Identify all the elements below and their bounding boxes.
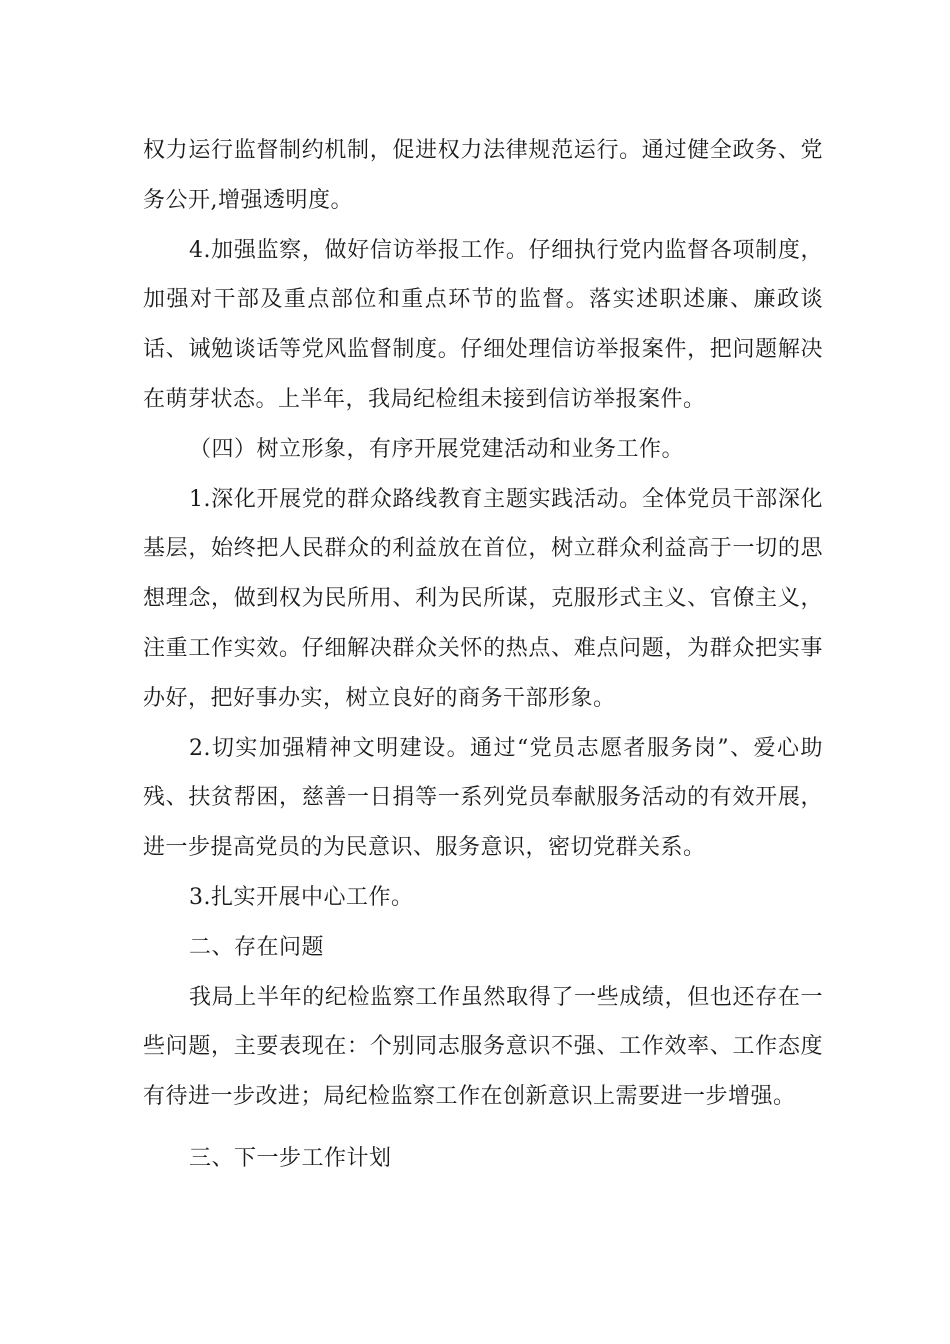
section-heading-problems: 二、存在问题 xyxy=(189,934,325,960)
paragraph-item-3: 3.扎实开展中心工作。 xyxy=(189,884,414,910)
section-heading-next-plan: 三、下一步工作计划 xyxy=(189,1145,392,1171)
paragraph-item-1: 1.深化开展党的群众路线教育主题实践活动。全体党员干部深化基层，始终把人民群众的利益放在首位，树立群众利益高于一切的思想理念，做到权为民所用、利为民所谋，克服形式主义、官僚主义，注重工作实效。仔细解决群众关怀的热点、难点问题，为群众把实事办好，把好事办实，树立良好的商务干部形象。 xyxy=(143,486,823,711)
document-body xyxy=(143,126,823,1184)
paragraph-item-4: 4.加强监察，做好信访举报工作。仔细执行党内监督各项制度，加强对干部及重点部位和重点环节的监督。落实述职述廉、廉政谈话、诫勉谈话等党风监督制度。仔细处理信访举报案件，把问题解决在萌芽状态。上半年，我局纪检组未接到信访举报案件。 xyxy=(143,237,823,412)
section-heading-4: （四）树立形象，有序开展党建活动和业务工作。 xyxy=(189,436,685,462)
paragraph-problems: 我局上半年的纪检监察工作虽然取得了一些成绩，但也还存在一些问题，主要表现在：个别同志服务意识不强、工作效率、工作态度有待进一步改进；局纪检监察工作在创新意识上需要进一步增强。 xyxy=(143,984,823,1110)
paragraph-continuation: 权力运行监督制约机制，促进权力法律规范运行。通过健全政务、党务公开,增强透明度。 xyxy=(143,138,823,213)
paragraph-item-2: 2.切实加强精神文明建设。通过“党员志愿者服务岗”、爱心助残、扶贫帮困，慈善一日捐等一系列党员奉献服务活动的有效开展，进一步提高党员的为民意识、服务意识，密切党群关系。 xyxy=(143,735,823,861)
